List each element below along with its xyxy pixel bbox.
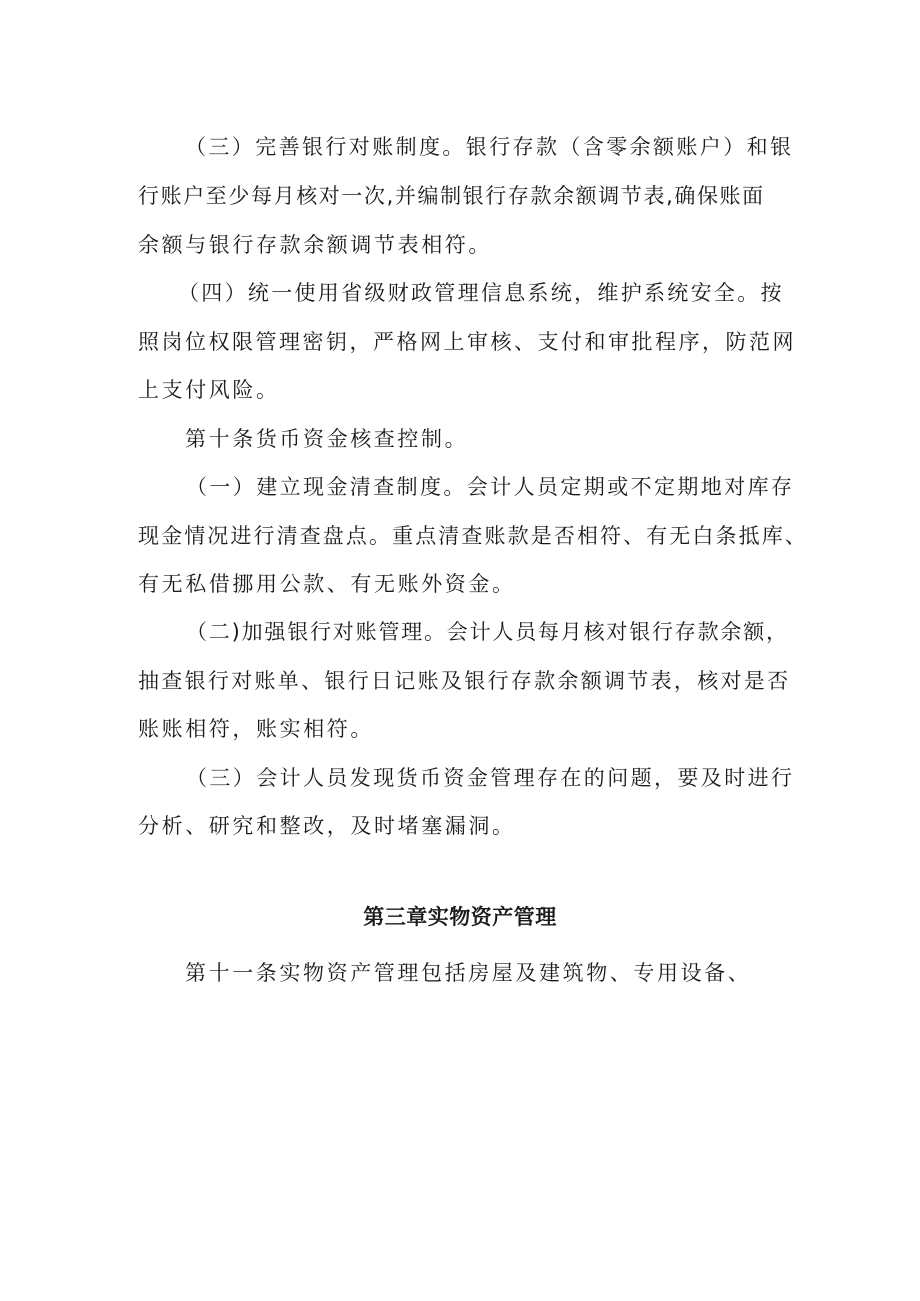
article-10-line: 第十条货币资金核查控制。 (185, 427, 469, 451)
paragraph-2-line-2: 照岗位权限管理密钥，严格网上审核、支付和审批程序，防范网 (138, 330, 796, 354)
article-11-line: 第十一条实物资产管理包括房屋及建筑物、专用设备、 (185, 961, 752, 985)
paragraph-5-line-2: 抽查银行对账单、银行日记账及银行存款余额调节表，核对是否 (138, 669, 791, 693)
paragraph-4-line-2: 现金情况进行清查盘点。重点清查账款是否相符、有无白条抵库、 (138, 524, 808, 548)
paragraph-6-line-2: 分析、研究和整改，及时堵塞漏洞。 (138, 814, 516, 838)
paragraph-5-line-1: （二)加强银行对账管理。会计人员每月核对银行存款余额， (186, 620, 789, 644)
paragraph-1-line-3: 余额与银行存款余额调节表相符。 (138, 233, 492, 257)
paragraph-2-line-3: 上支付风险。 (138, 378, 280, 402)
chapter-heading: 第三章实物资产管理 (363, 905, 557, 929)
paragraph-2-line-1: （四）统一使用省级财政管理信息系统，维护系统安全。按 (178, 281, 784, 305)
paragraph-4-line-3: 有无私借挪用公款、有无账外资金。 (138, 572, 516, 596)
paragraph-6-line-1: （三）会计人员发现货币资金管理存在的问题，要及时进行 (186, 766, 795, 790)
paragraph-4-line-1: （一）建立现金清查制度。会计人员定期或不定期地对库存 (186, 475, 795, 499)
paragraph-1-line-1: （三）完善银行对账制度。银行存款（含零余额账户）和银 (185, 135, 794, 159)
paragraph-1-line-2: 行账户至少每月核对一次,并编制银行存款余额调节表,确保账面 (138, 184, 765, 208)
paragraph-5-line-3: 账账相符，账实相符。 (138, 717, 374, 741)
